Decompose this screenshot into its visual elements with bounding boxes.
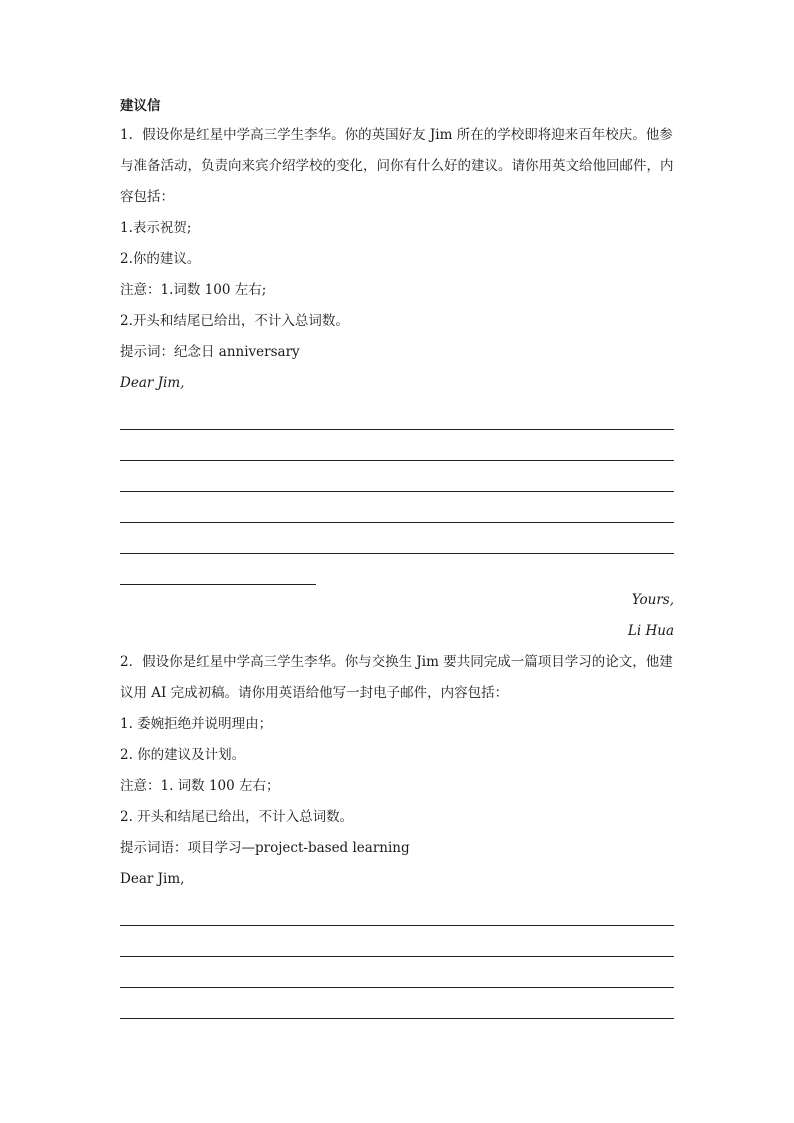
q1-prompt: 1．假设你是红星中学高三学生李华。你的英国好友 Jim 所在的学校即将迎来百年校庆。他参与准备活动，负责向来宾介绍学校的变化，问你有什么好的建议。请你用英文给他回邮件，内容包括：: [120, 127, 674, 205]
worksheet: [120, 92, 674, 1019]
q1-note-2: 2.开头和结尾已给出，不计入总词数。: [120, 313, 349, 329]
worksheet-title: 建议信: [120, 98, 161, 114]
q1-greeting: Dear Jim,: [120, 375, 185, 391]
q2-item-1: 1. 委婉拒绝并说明理由；: [120, 716, 273, 732]
q1-item-2: 2.你的建议。: [120, 251, 201, 267]
answer-line: [120, 492, 674, 523]
q2-prompt: 2．假设你是红星中学高三学生李华。你与交换生 Jim 要共同完成一篇项目学习的论文，他建议用 AI 完成初稿。请你用英语给他写一封电子邮件，内容包括：: [120, 654, 673, 701]
q1-answer-lines: [120, 399, 674, 585]
q2-answer-lines: [120, 895, 674, 1019]
q1-closing: Yours,: [631, 592, 674, 608]
q2-note-1: 注意：1. 词数 100 左右；: [120, 778, 280, 794]
q2-greeting: Dear Jim,: [120, 871, 185, 887]
q1-signature: Li Hua: [627, 623, 674, 639]
answer-line: [120, 399, 674, 430]
answer-line: [120, 895, 674, 926]
answer-line: [120, 523, 674, 554]
answer-line: [120, 926, 674, 957]
answer-line-short: [120, 554, 316, 585]
answer-line: [120, 461, 674, 492]
q2-hint: 提示词语：项目学习—project-based learning: [120, 840, 410, 856]
answer-line: [120, 988, 674, 1019]
q1-item-1: 1.表示祝贺;: [120, 220, 192, 236]
answer-line: [120, 957, 674, 988]
q2-note-2: 2. 开头和结尾已给出，不计入总词数。: [120, 809, 354, 825]
q1-note-1: 注意：1.词数 100 左右;: [120, 282, 267, 298]
q2-item-2: 2. 你的建议及计划。: [120, 747, 246, 763]
q1-hint: 提示词：纪念日 anniversary: [120, 344, 300, 360]
answer-line: [120, 430, 674, 461]
